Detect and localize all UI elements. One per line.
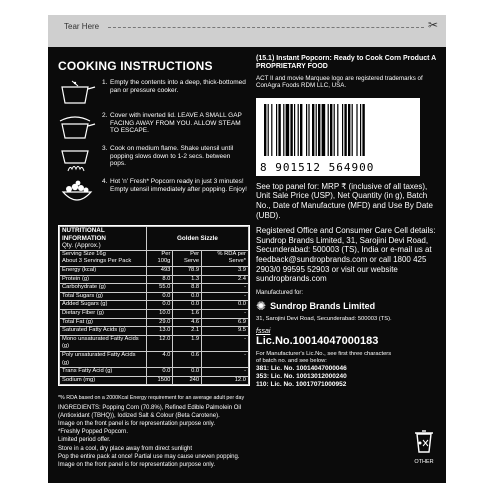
license-entry: 110: Lic. No. 10017071000952	[256, 381, 347, 389]
barcode	[256, 98, 420, 176]
product-title: (15.1) Instant Popcorn: Ready to Cook Corn Product A PROPRIETARY FOOD	[256, 55, 436, 70]
cooking-step-1	[58, 79, 248, 107]
barcode-bar	[294, 104, 295, 156]
barcode-bar	[334, 104, 335, 156]
col-rda: % RDA per Serve*	[202, 250, 249, 266]
right-column	[256, 55, 438, 389]
table-row: Energy (kcal) 493 78.9 3.9	[60, 266, 249, 275]
info-line: Store in a cool, dry place away from direct sunlight	[58, 445, 193, 452]
barcode-bar	[306, 104, 307, 156]
barcode-bar	[268, 104, 269, 156]
barcode-bar	[342, 104, 343, 156]
pack-back-panel	[48, 15, 446, 483]
barcode-bar	[278, 104, 280, 156]
barcode-bar	[328, 104, 329, 156]
barcode-bars	[264, 104, 412, 156]
step-number: 4.	[102, 178, 108, 185]
cooking-section	[58, 55, 248, 211]
cooking-heading: COOKING INSTRUCTIONS	[58, 59, 213, 73]
info-line: Pop the entire pack at once! Partial use may cause uneven popping.	[58, 453, 240, 460]
barcode-bar	[356, 104, 357, 156]
barcode-bar	[300, 104, 302, 156]
flame-icon	[58, 145, 96, 173]
col-per-serve: Per Serve	[173, 250, 202, 266]
table-row: Carbohydrate (g) 55.0 8.8 -	[60, 284, 249, 293]
brand-row	[256, 299, 438, 313]
tear-strip[interactable]	[48, 15, 446, 47]
pan-icon	[58, 79, 96, 107]
barcode-bar	[308, 104, 309, 156]
barcode-bar	[264, 104, 266, 156]
table-row: Sodium (mg) 1500 240 12.0	[60, 376, 249, 385]
barcode-bar	[312, 104, 314, 156]
info-line: Limited period offer.	[58, 437, 111, 444]
table-row: Protein (g) 8.0 1.3 2.4	[60, 275, 249, 284]
table-row: Mono unsaturated Fatty Acids (g) 12.0 1.9 -	[60, 335, 249, 351]
fssai-logo: fssai	[256, 327, 271, 335]
tear-line	[108, 27, 424, 28]
barcode-bar	[352, 104, 353, 156]
mrp-info: See top panel for: MRP ₹ (inclusive of all taxes), Unit Sale Price (USP), Net Quantity (in g), Batch No., Date of Manufacture (MFD) and Use By Date (UBD).	[256, 181, 433, 220]
barcode-number: 8 901512 564900	[260, 160, 375, 174]
manufactured-for-label: Manufactured for:	[256, 289, 304, 296]
barcode-bar	[348, 104, 350, 156]
step-number: 3.	[102, 145, 108, 152]
info-line: Image on the front panel is for representation purpose only.	[58, 461, 215, 468]
fssai-license: Lic.No.10014047000183	[256, 334, 379, 347]
barcode-bar	[318, 104, 320, 156]
table-row: Poly unsaturated Fatty Acids (g) 4.0 0.6 -	[60, 351, 249, 367]
col-per-100g: Per 100g	[146, 250, 172, 266]
recycle-mark	[410, 428, 438, 465]
barcode-bar	[286, 104, 290, 156]
nutrition-table	[58, 225, 250, 386]
step-text: Empty the contents into a deep, thick-bottomed pan or pressure cooker.	[110, 79, 246, 94]
ingredients-section	[58, 395, 248, 469]
table-row: Trans Fatty Acid (g) 0.0 0.0 -	[60, 368, 249, 377]
barcode-bar	[298, 104, 299, 156]
info-line: Image on the front panel is for representation purpose only.	[58, 420, 215, 427]
registered-office: Registered Office and Consumer Care Cell details: Sundrop Brands Limited, 31, Sarojini Devi Road, Secunderabad: 500003 (TS), India or e-mail us at feedback@sundropbrands.com or call 1800 425 2903/0 99595 52903 or visit our website sundropbrands.com	[256, 226, 436, 284]
serving-size: Serving Size 16g	[62, 250, 106, 257]
dustbin-icon	[412, 428, 436, 454]
step-text: Cook on medium flame. Shake utensil until popping slows down to 1-2 secs. between pops.	[110, 145, 234, 167]
barcode-bar	[344, 104, 346, 156]
table-row: Dietary Fiber (g) 10.0 1.6 -	[60, 309, 249, 318]
barcode-bar	[330, 104, 332, 156]
lid-icon	[58, 112, 96, 140]
barcode-bar	[290, 104, 292, 156]
step-number: 2.	[102, 112, 108, 119]
barcode-bar	[276, 104, 277, 156]
rda-footnote: *% RDA based on a 2000Kcal Energy requirement for an average adult per day	[58, 395, 245, 401]
step-text: Hot 'n' Fresh* Popcorn ready in just 3 minutes! Empty utensil immediately after popping. Enjoy!	[110, 178, 247, 193]
tear-label: Tear Here	[64, 22, 100, 31]
table-row: Added Sugars (g) 0.0 0.0 0.0	[60, 301, 249, 310]
trademark-note: ACT II and movie Marquee logo are registered trademarks of ConAgra Foods RDM LLC, USA.	[256, 75, 423, 90]
brand-name: Sundrop Brands Limited	[270, 300, 376, 311]
barcode-bar	[271, 104, 272, 156]
servings-per-pack: About 3 Servings Per Pack	[62, 258, 132, 265]
barcode-bar	[337, 104, 338, 156]
barcode-bar	[362, 104, 364, 156]
scissors-icon: ✂	[427, 18, 438, 32]
popcorn-bowl-icon	[58, 178, 96, 206]
info-line: *Freshly Popped Popcorn.	[58, 429, 129, 436]
recycle-label: OTHER	[414, 459, 434, 465]
nutrition-subtitle: Qty. (Approx.)	[62, 242, 101, 250]
manufacturer-address: 31, Sarojini Devi Road, Secunderabad: 500003 (TS).	[256, 315, 392, 322]
barcode-bar	[283, 104, 284, 156]
ingredients-text: INGREDIENTS: Popping Corn (70.8%), Refined Edible Palmolein Oil (Antioxidant (TBHQ)), Iodized Salt & Colour (Beta Carotene).	[58, 404, 242, 419]
table-row: Total Fat (g) 29.0 4.6 6.9	[60, 318, 249, 327]
step-text: Cover with inverted lid. LEAVE A SMALL GAP FACING AWAY FROM YOU. ALLOW STEAM TO ESCAPE.	[110, 112, 242, 134]
product-variant: Golden Sizzle	[146, 227, 248, 251]
license-entry: 353: Lic. No. 10013012000240	[256, 372, 347, 380]
cooking-step-2	[58, 112, 248, 140]
cooking-step-4	[58, 178, 248, 206]
step-number: 1.	[102, 79, 108, 86]
barcode-bar	[316, 104, 317, 156]
barcode-bar	[322, 104, 326, 156]
cooking-step-3	[58, 145, 248, 173]
nutrition-title: NUTRITIONAL INFORMATION	[62, 227, 106, 242]
table-row: Total Sugars (g) 0.0 0.0 -	[60, 292, 249, 301]
table-row: Saturated Fatty Acids (g) 13.0 2.1 9.5	[60, 327, 249, 336]
license-entry: 381: Lic. No. 10014047000046	[256, 364, 347, 372]
sundrop-logo-icon: ✺	[256, 298, 267, 313]
manufacturer-license-note: For Manufacturer's Lic.No., see first three characters of batch no. and see below:	[256, 350, 392, 364]
barcode-bar	[360, 104, 361, 156]
